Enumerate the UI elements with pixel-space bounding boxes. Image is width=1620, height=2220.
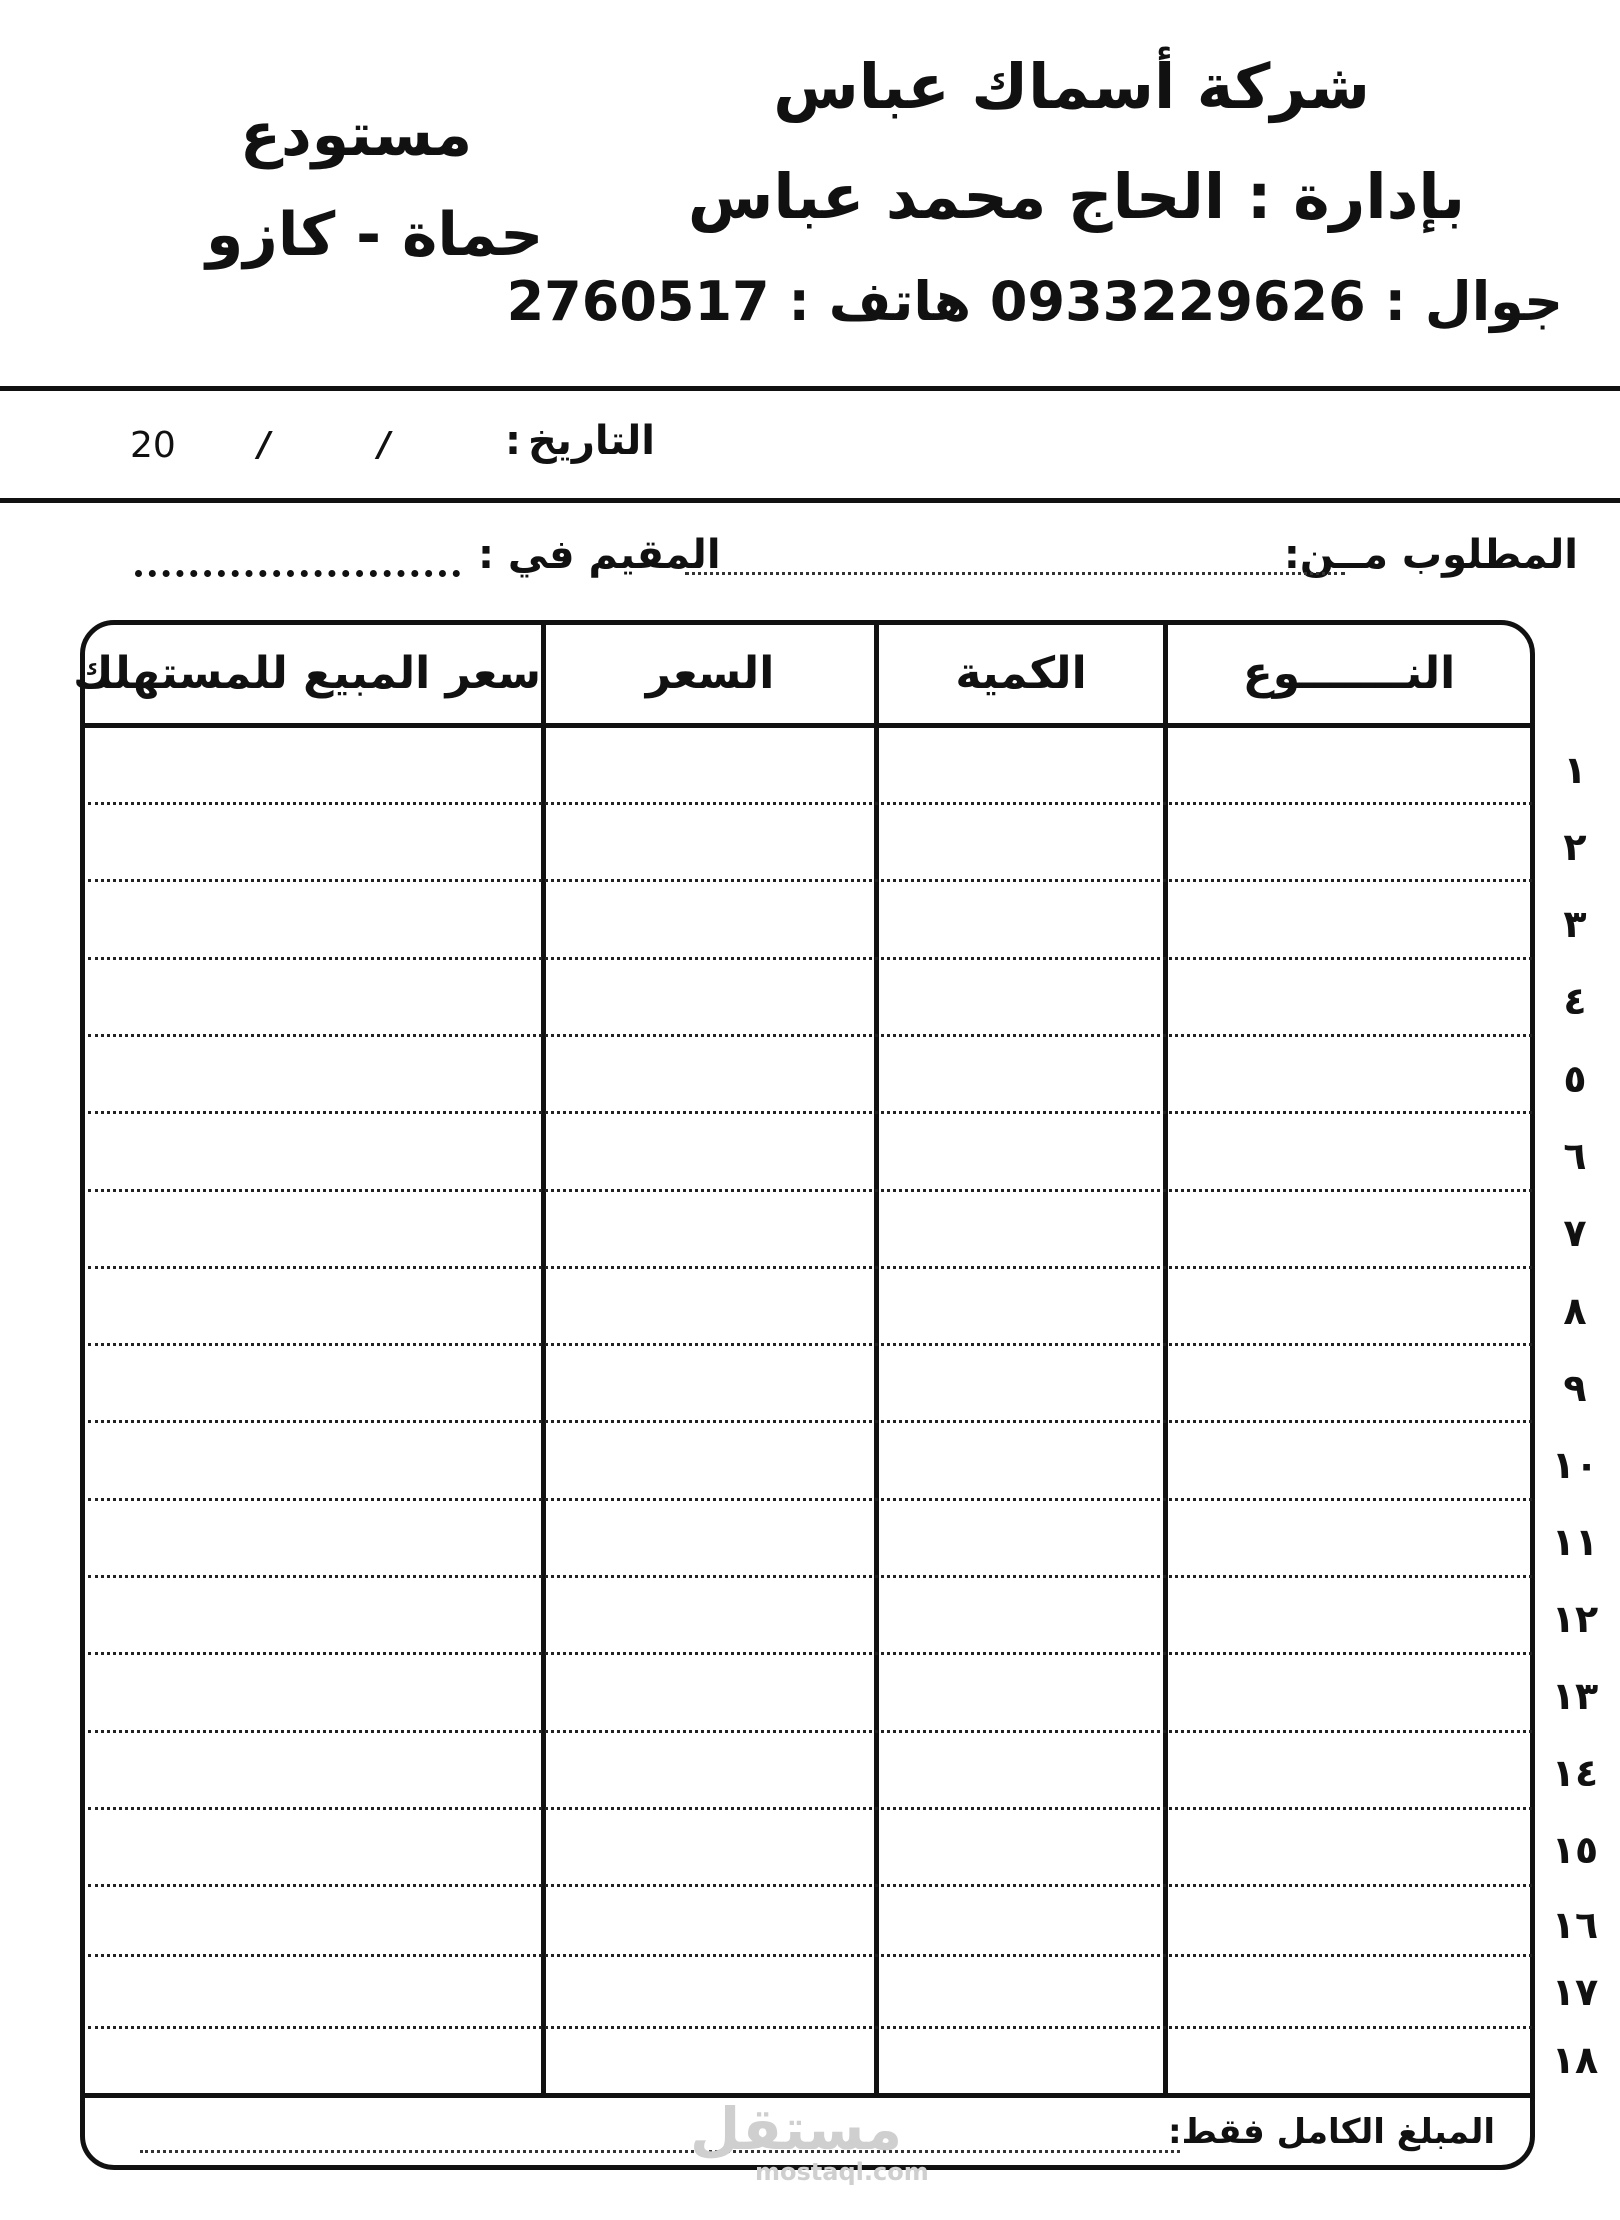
table-row[interactable]	[88, 1343, 1532, 1346]
items-table	[73, 620, 1535, 2170]
table-row[interactable]	[88, 1420, 1532, 1423]
table-header-divider	[85, 723, 1535, 728]
row-number: ١١	[1551, 1520, 1599, 1564]
row-number: ١٣	[1551, 1674, 1599, 1718]
total-amount-field[interactable]	[140, 2150, 1180, 2153]
row-number: ٨	[1563, 1289, 1587, 1333]
table-row[interactable]	[88, 957, 1532, 960]
row-number: ١٤	[1551, 1751, 1599, 1795]
table-row[interactable]	[88, 802, 1532, 805]
column-header-price: السعر	[645, 648, 775, 699]
table-row[interactable]	[88, 1730, 1532, 1733]
date-year-prefix: 20	[130, 425, 176, 466]
residing-field[interactable]	[135, 570, 460, 577]
table-row[interactable]	[88, 1266, 1532, 1269]
table-row[interactable]	[88, 1954, 1532, 1957]
column-divider	[1163, 623, 1168, 2098]
table-row[interactable]	[88, 2026, 1532, 2029]
row-number: ٥	[1563, 1057, 1587, 1101]
date-label: التاريخ	[528, 418, 655, 464]
warehouse-label: مستودع	[240, 100, 473, 170]
table-row[interactable]	[88, 1111, 1532, 1114]
row-number: ١٨	[1551, 2038, 1599, 2082]
row-number: ١٥	[1551, 1828, 1599, 1872]
row-number: ٤	[1563, 979, 1587, 1023]
table-row[interactable]	[88, 1034, 1532, 1037]
residing-label: المقيم في :	[478, 532, 721, 578]
phone-numbers: جوال : 0933229626 هاتف : 2760517	[506, 270, 1563, 333]
row-number: ١٢	[1551, 1597, 1599, 1641]
table-row[interactable]	[88, 1652, 1532, 1655]
from-label: المطلوب مــن:	[1283, 532, 1578, 578]
table-row[interactable]	[88, 1884, 1532, 1887]
row-number: ١٦	[1551, 1903, 1599, 1947]
column-header-quantity: الكمية	[955, 648, 1087, 699]
row-number: ٢	[1563, 825, 1587, 869]
column-header-consumer-price: سعر المبيع للمستهلك	[73, 648, 541, 699]
manager-line: بإدارة : الحاج محمد عباس	[687, 160, 1465, 233]
date-colon: :	[505, 418, 521, 464]
warehouse-location: حماة - كازو	[206, 200, 544, 270]
row-number: ٣	[1563, 902, 1587, 946]
table-row[interactable]	[88, 1498, 1532, 1501]
header-divider	[0, 386, 1620, 391]
column-divider	[874, 623, 879, 2098]
table-row[interactable]	[88, 1189, 1532, 1192]
row-number: ١٧	[1551, 1970, 1599, 2014]
row-number: ١٠	[1551, 1443, 1599, 1487]
column-divider	[541, 623, 546, 2098]
watermark-logo: مستقل	[690, 2095, 903, 2163]
date-separator: /	[378, 425, 391, 465]
total-amount-label: المبلغ الكامل فقط:	[1168, 2112, 1495, 2152]
date-divider	[0, 498, 1620, 503]
row-number: ٦	[1563, 1134, 1587, 1178]
date-separator: /	[258, 425, 271, 465]
row-number: ١	[1563, 748, 1587, 792]
column-header-type: النـــــــوع	[1242, 648, 1456, 699]
row-number: ٩	[1563, 1366, 1587, 1410]
from-field[interactable]	[685, 572, 1345, 575]
company-name: شركة أسماك عباس	[773, 50, 1370, 123]
row-number: ٧	[1563, 1211, 1587, 1255]
table-row[interactable]	[88, 1575, 1532, 1578]
table-row[interactable]	[88, 879, 1532, 882]
watermark-url: mostaql.com	[755, 2158, 929, 2186]
table-row[interactable]	[88, 1807, 1532, 1810]
